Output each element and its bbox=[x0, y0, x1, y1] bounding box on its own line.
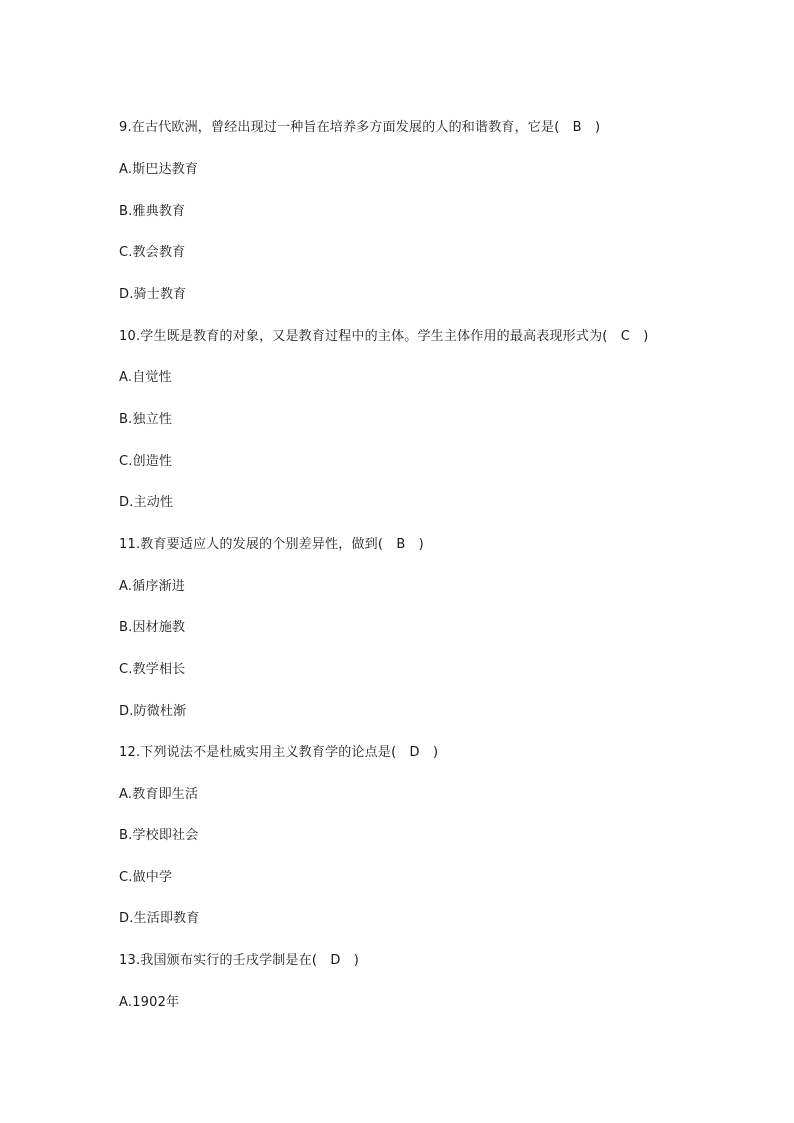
question-12-option-b: B.学校即社会 bbox=[119, 828, 199, 843]
question-11-option-b: B.因材施教 bbox=[119, 620, 186, 635]
question-10-option-b: B.独立性 bbox=[119, 412, 173, 427]
question-10-stem: 10.学生既是教育的对象，又是教育过程中的主体。学生主体作用的最高表现形式为( C ) bbox=[119, 329, 649, 344]
question-9-option-a: A.斯巴达教育 bbox=[119, 162, 199, 177]
question-13-option-a: A.1902年 bbox=[119, 995, 180, 1010]
question-12-option-c: C.做中学 bbox=[119, 870, 173, 885]
question-11-option-d: D.防微杜渐 bbox=[119, 704, 187, 719]
question-12-option-a: A.教育即生活 bbox=[119, 787, 199, 802]
question-11-option-a: A.循序渐进 bbox=[119, 579, 185, 594]
question-11-stem: 11.教育要适应人的发展的个别差异性，做到( B ) bbox=[119, 537, 424, 552]
question-9-option-c: C.教会教育 bbox=[119, 245, 186, 260]
question-9-option-d: D.骑士教育 bbox=[119, 287, 187, 302]
question-10-option-c: C.创造性 bbox=[119, 454, 173, 469]
question-13-stem: 13.我国颁布实行的壬戌学制是在( D ) bbox=[119, 953, 360, 968]
question-12-stem: 12.下列说法不是杜威实用主义教育学的论点是( D ) bbox=[119, 745, 439, 760]
question-10-option-a: A.自觉性 bbox=[119, 370, 172, 385]
question-12-option-d: D.生活即教育 bbox=[119, 911, 200, 926]
question-11-option-c: C.教学相长 bbox=[119, 662, 186, 677]
question-10-option-d: D.主动性 bbox=[119, 495, 174, 510]
question-9-option-b: B.雅典教育 bbox=[119, 204, 186, 219]
question-9-stem: 9.在古代欧洲，曾经出现过一种旨在培养多方面发展的人的和谐教育，它是( B ) bbox=[119, 120, 601, 135]
